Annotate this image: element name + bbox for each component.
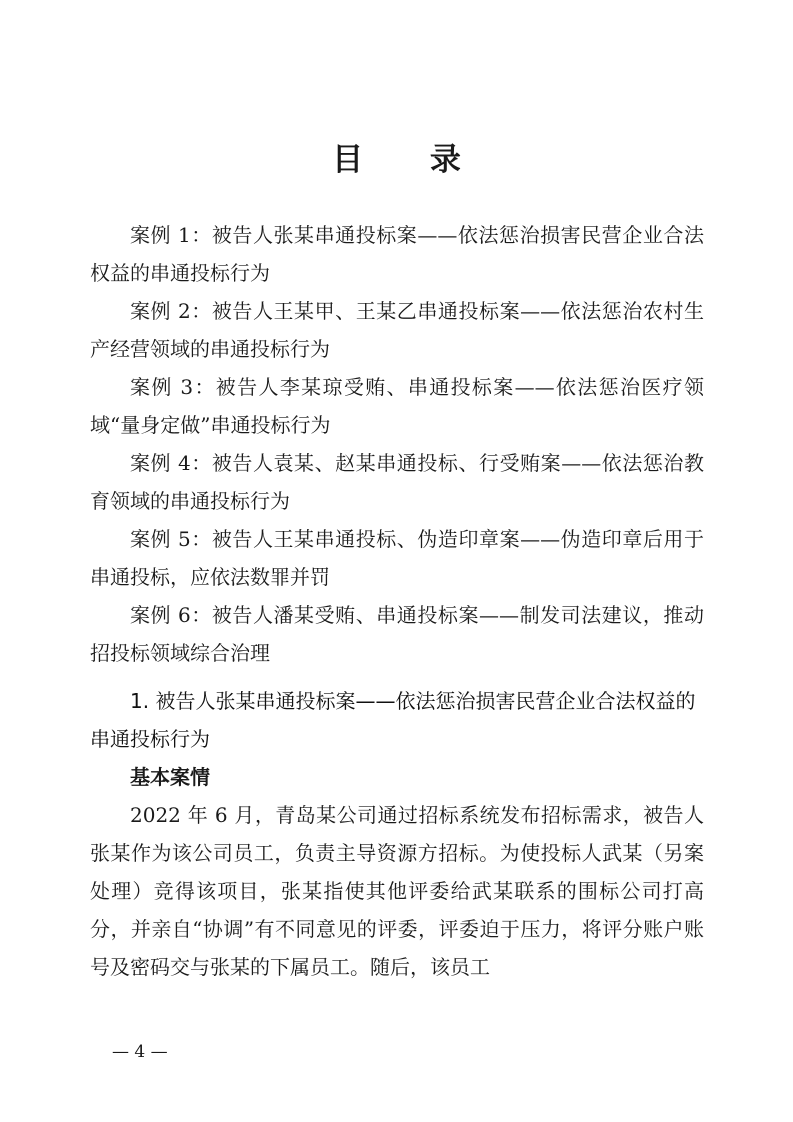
case-body-paragraph: 2022 年 6 月，青岛某公司通过招标系统发布招标需求，被告人张某作为该公司员工，负责主导资源方招标。为使投标人武某（另案处理）竞得该项目，张某指使其他评委给武某联系的围标公司打高分，并亲自“协调”有不同意见的评委，评委迫于压力，将评分账户账号及密码交与张某的下属员工。随后，该员工 <box>90 803 704 979</box>
table-of-contents <box>90 216 704 672</box>
toc-item-5: 案例 5：被告人王某串通投标、伪造印章案——伪造印章后用于串通投标，应依法数罪并罚 <box>90 527 704 589</box>
toc-item-6: 案例 6：被告人潘某受贿、串通投标案——制发司法建议，推动招投标领域综合治理 <box>90 603 704 665</box>
page-number: — 4 — <box>112 1042 168 1062</box>
toc-item-1: 案例 1：被告人张某串通投标案——依法惩治损害民营企业合法权益的串通投标行为 <box>90 223 704 285</box>
toc-item-2: 案例 2：被告人王某甲、王某乙串通投标案——依法惩治农村生产经营领域的串通投标行为 <box>90 299 704 361</box>
toc-item-4: 案例 4：被告人袁某、赵某串通投标、行受贿案——依法惩治教育领域的串通投标行为 <box>90 451 704 513</box>
page-title: 目 录 <box>332 142 489 178</box>
case-title: 1. 被告人张某串通投标案——依法惩治损害民营企业合法权益的串通投标行为 <box>90 689 696 751</box>
section-heading: 基本案情 <box>130 765 210 789</box>
toc-item-3: 案例 3：被告人李某琼受贿、串通投标案——依法惩治医疗领域“量身定做”串通投标行为 <box>90 375 704 437</box>
